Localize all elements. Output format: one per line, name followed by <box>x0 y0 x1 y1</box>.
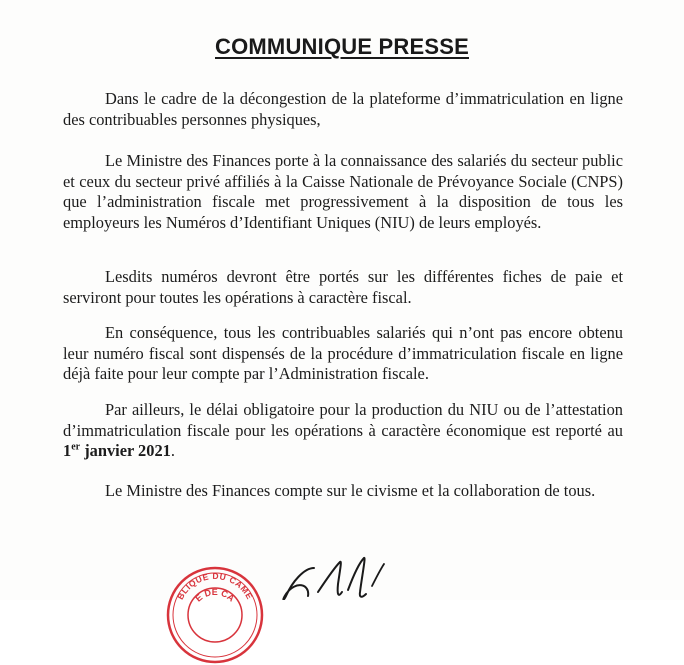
paragraph-text: Dans le cadre de la décongestion de la plateforme d’immatriculation en ligne des contribuables personnes physiques, <box>63 89 623 129</box>
deadline-text: Par ailleurs, le délai obligatoire pour la production du NIU ou de l’attestation d’immatriculation fiscale pour les opérations à caractère économique est reporté au <box>63 400 623 440</box>
paragraph-announcement <box>63 151 623 233</box>
paragraph-payslips <box>63 267 623 308</box>
deadline-period: . <box>170 441 175 461</box>
paragraph-text: En conséquence, tous les contribuables salariés qui n’ont pas encore obtenu leur numéro fiscal sont dispensés de la procédure d’immatriculation fiscale en ligne déjà faite pour leur compte par l’Administration fiscale. <box>63 323 623 384</box>
svg-text:E DE CA <box>193 587 236 604</box>
paragraph-consequence <box>63 323 623 385</box>
paragraph-intro <box>63 89 623 130</box>
stamp-text-inner: E DE CA <box>193 586 237 604</box>
title-text: COMMUNIQUE PRESSE <box>215 34 469 59</box>
signature-icon <box>280 548 390 600</box>
stamp-text: BLIQUE DU CAME <box>175 570 255 602</box>
paragraph-text <box>63 400 623 462</box>
deadline-date: janvier 2021 <box>80 441 171 461</box>
deadline-day-suffix: er <box>71 441 81 453</box>
paragraph-text: Le Ministre des Finances compte sur le civisme et la collaboration de tous. <box>105 481 596 500</box>
paragraph-text: Le Ministre des Finances porte à la connaissance des salariés du secteur public et ceux du secteur privé affiliés à la Caisse Nationale de Prévoyance Sociale (CNPS) que l’administration fiscale met progressivement à la disposition de tous les employeurs les Numéros d’Identifiant Uniques (NIU) de leurs employés. <box>63 151 623 232</box>
paragraph-closing <box>63 481 623 502</box>
document-title <box>0 34 684 60</box>
paragraph-text: Lesdits numéros devront être portés sur les différentes fiches de paie et serviront pour toutes les opérations à caractère fiscal. <box>63 267 623 307</box>
deadline-day: 1 <box>63 441 72 461</box>
paragraph-deadline <box>63 400 623 462</box>
official-stamp-icon <box>165 565 265 665</box>
